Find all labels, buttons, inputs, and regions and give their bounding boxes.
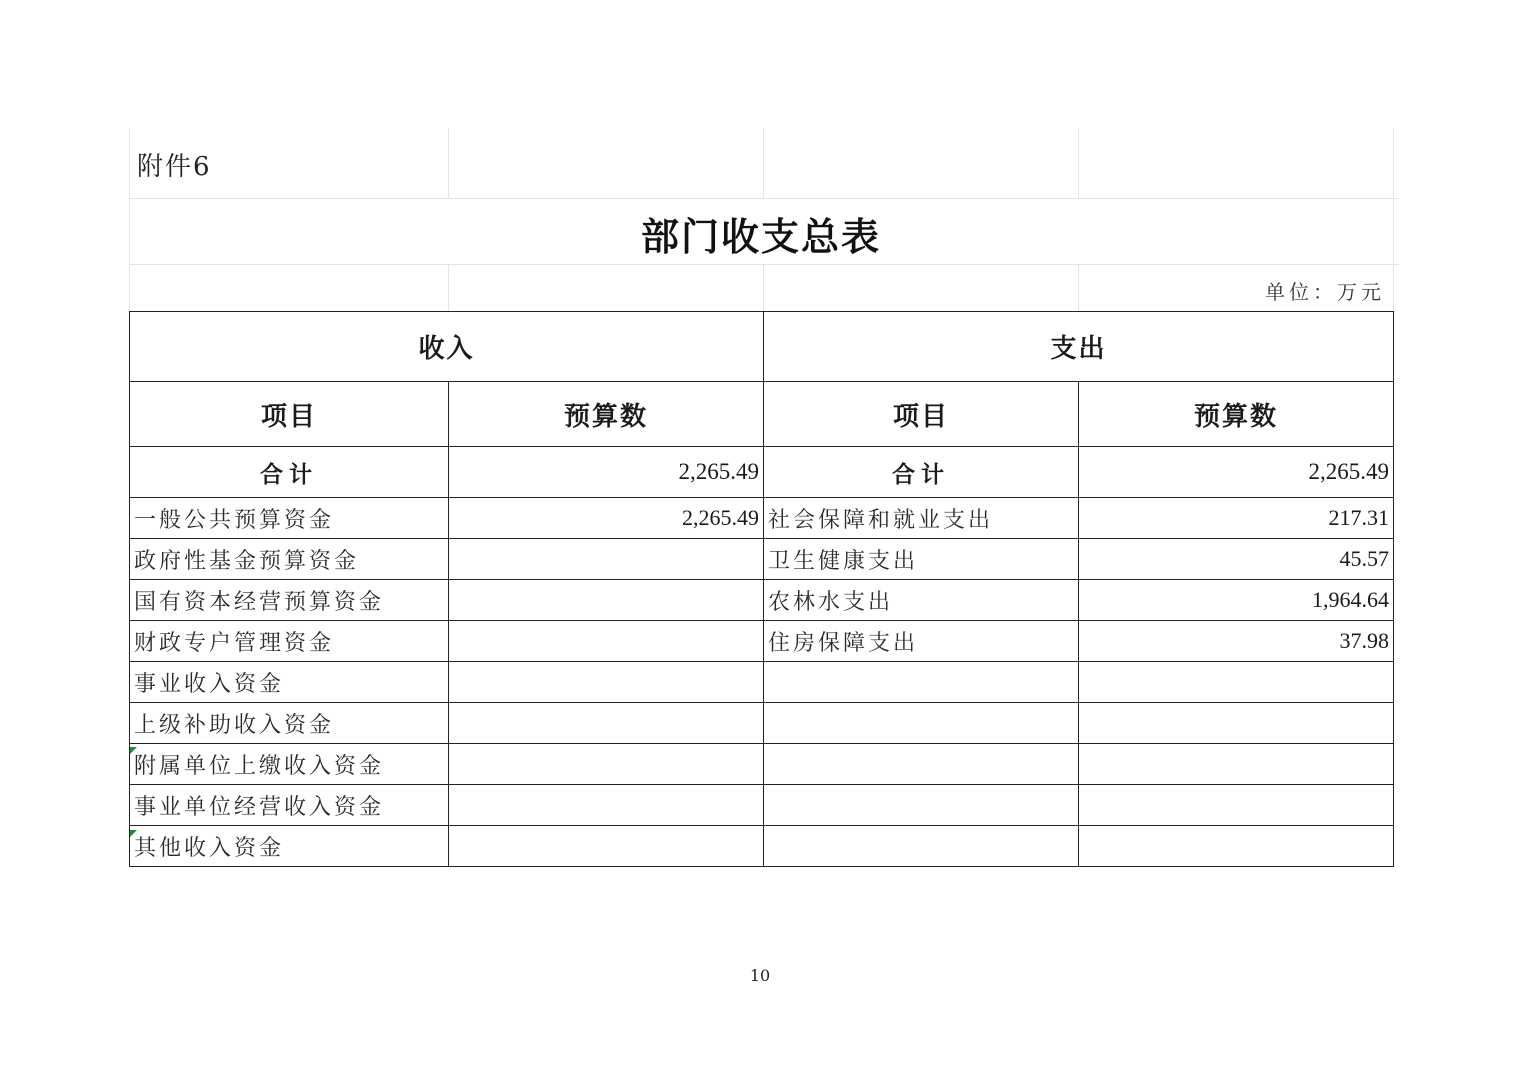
income-total-value: 2,265.49 [449,447,764,498]
expense-section-header: 支出 [764,312,1394,382]
expense-budget-cell: 217.31 [1079,498,1394,539]
expense-budget-cell: 37.98 [1079,621,1394,662]
expense-item-cell: 社会保障和就业支出 [764,498,1079,539]
income-budget-header: 预算数 [449,382,764,447]
expense-budget-cell [1079,826,1394,867]
income-item-cell: 附属单位上缴收入资金 [130,744,449,785]
expense-item-cell [764,744,1079,785]
income-budget-cell [449,744,764,785]
grid-line [763,128,764,198]
expense-budget-header: 预算数 [1079,382,1394,447]
income-budget-cell: 2,265.49 [449,498,764,539]
expense-item-cell [764,703,1079,744]
expense-item-cell: 卫生健康支出 [764,539,1079,580]
table-row [130,539,1394,580]
income-item-cell: 上级补助收入资金 [130,703,449,744]
grid-line [448,128,449,198]
income-item-cell: 事业收入资金 [130,662,449,703]
table-row [130,580,1394,621]
table-row [130,785,1394,826]
income-total-label: 合计 [130,447,449,498]
attachment-label: 附件6 [137,152,212,182]
grid-line [448,264,449,311]
income-budget-cell [449,621,764,662]
expense-budget-cell: 45.57 [1079,539,1394,580]
table-row [130,703,1394,744]
grid-line [1078,128,1079,198]
income-item-cell: 其他收入资金 [130,826,449,867]
grid-line [1393,128,1394,311]
income-budget-cell [449,785,764,826]
table-row [130,498,1394,539]
section-header-row [130,312,1394,382]
grid-line [129,198,1399,199]
table-row [130,826,1394,867]
expense-item-cell: 农林水支出 [764,580,1079,621]
table-row [130,744,1394,785]
expense-item-cell [764,662,1079,703]
income-item-cell: 财政专户管理资金 [130,621,449,662]
income-item-cell: 一般公共预算资金 [130,498,449,539]
total-row [130,447,1394,498]
expense-item-header: 项目 [764,382,1079,447]
income-budget-cell [449,580,764,621]
expense-total-value: 2,265.49 [1079,447,1394,498]
cell-error-indicator [130,747,137,754]
expense-budget-cell: 1,964.64 [1079,580,1394,621]
expense-budget-cell [1079,703,1394,744]
page-number: 10 [749,966,771,985]
expense-item-cell [764,826,1079,867]
table-row [130,621,1394,662]
expense-item-cell: 住房保障支出 [764,621,1079,662]
budget-table [129,311,1394,867]
expense-budget-cell [1079,662,1394,703]
income-item-header: 项目 [130,382,449,447]
column-header-row [130,382,1394,447]
income-budget-cell [449,826,764,867]
grid-line [129,264,1399,265]
income-budget-cell [449,703,764,744]
income-budget-cell [449,539,764,580]
cell-error-indicator [130,830,137,837]
expense-budget-cell [1079,785,1394,826]
income-item-cell: 国有资本经营预算资金 [130,580,449,621]
income-item-cell: 事业单位经营收入资金 [130,785,449,826]
expense-budget-cell [1079,744,1394,785]
expense-total-label: 合计 [764,447,1079,498]
expense-item-cell [764,785,1079,826]
income-budget-cell [449,662,764,703]
table-row [130,662,1394,703]
income-item-cell: 政府性基金预算资金 [130,539,449,580]
grid-line [1078,264,1079,311]
grid-line [763,264,764,311]
income-section-header: 收入 [130,312,764,382]
unit-label: 单位：万元 [1265,280,1385,304]
page-title: 部门收支总表 [640,214,881,259]
